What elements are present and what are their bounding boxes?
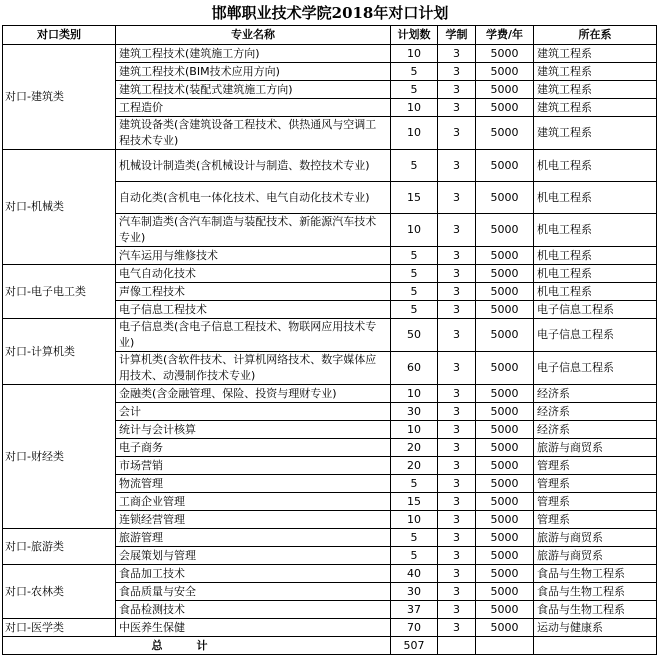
fee-cell: 5000	[476, 385, 534, 403]
plan-cell: 20	[391, 457, 438, 475]
fee-cell: 5000	[476, 457, 534, 475]
fee-cell: 5000	[476, 283, 534, 301]
dept-cell: 机电工程系	[534, 283, 657, 301]
document-title: 邯郸职业技术学院2018年对口计划	[211, 4, 449, 22]
plan-cell: 5	[391, 81, 438, 99]
fee-cell: 5000	[476, 439, 534, 457]
header-category: 对口类别	[3, 26, 116, 45]
dept-cell: 机电工程系	[534, 150, 657, 182]
years-cell: 3	[438, 265, 476, 283]
table-row	[3, 265, 657, 283]
plan-cell: 15	[391, 493, 438, 511]
fee-cell: 5000	[476, 117, 534, 150]
dept-cell: 食品与生物工程系	[534, 583, 657, 601]
total-label: 总计	[3, 637, 391, 655]
fee-cell: 5000	[476, 182, 534, 214]
plan-cell: 70	[391, 619, 438, 637]
years-cell: 3	[438, 511, 476, 529]
years-cell: 3	[438, 283, 476, 301]
dept-cell: 旅游与商贸系	[534, 439, 657, 457]
plan-cell: 5	[391, 301, 438, 319]
fee-cell: 5000	[476, 265, 534, 283]
dept-cell: 电子信息工程系	[534, 352, 657, 385]
dept-cell: 机电工程系	[534, 265, 657, 283]
category-cell: 对口-电子电工类	[3, 265, 116, 319]
dept-cell: 建筑工程系	[534, 45, 657, 63]
table-row	[3, 385, 657, 403]
header-major: 专业名称	[116, 26, 391, 45]
fee-cell: 5000	[476, 63, 534, 81]
fee-cell: 5000	[476, 511, 534, 529]
plan-cell: 10	[391, 117, 438, 150]
fee-cell: 5000	[476, 529, 534, 547]
major-cell: 会展策划与管理	[116, 547, 391, 565]
plan-cell: 37	[391, 601, 438, 619]
fee-cell: 5000	[476, 81, 534, 99]
major-cell: 工商企业管理	[116, 493, 391, 511]
table-row	[3, 565, 657, 583]
major-cell: 建筑工程技术(建筑施工方向)	[116, 45, 391, 63]
total-value: 507	[391, 637, 438, 655]
category-cell: 对口-财经类	[3, 385, 116, 529]
dept-cell: 经济系	[534, 385, 657, 403]
plan-cell: 10	[391, 45, 438, 63]
dept-cell: 经济系	[534, 403, 657, 421]
total-empty-cell	[438, 637, 476, 655]
fee-cell: 5000	[476, 352, 534, 385]
dept-cell: 建筑工程系	[534, 99, 657, 117]
fee-cell: 5000	[476, 547, 534, 565]
dept-cell: 经济系	[534, 421, 657, 439]
dept-cell: 运动与健康系	[534, 619, 657, 637]
header-plan: 计划数	[391, 26, 438, 45]
years-cell: 3	[438, 301, 476, 319]
dept-cell: 建筑工程系	[534, 81, 657, 99]
years-cell: 3	[438, 117, 476, 150]
plan-cell: 10	[391, 385, 438, 403]
plan-cell: 5	[391, 547, 438, 565]
plan-cell: 10	[391, 511, 438, 529]
major-cell: 电气自动化技术	[116, 265, 391, 283]
major-cell: 建筑工程技术(BIM技术应用方向)	[116, 63, 391, 81]
major-cell: 电子信息类(含电子信息工程技术、物联网应用技术专业)	[116, 319, 391, 352]
table-row	[3, 619, 657, 637]
total-empty-cell	[534, 637, 657, 655]
years-cell: 3	[438, 475, 476, 493]
plan-cell: 5	[391, 63, 438, 81]
plan-cell: 5	[391, 247, 438, 265]
plan-cell: 60	[391, 352, 438, 385]
fee-cell: 5000	[476, 99, 534, 117]
table-row	[3, 150, 657, 182]
fee-cell: 5000	[476, 619, 534, 637]
dept-cell: 建筑工程系	[534, 63, 657, 81]
dept-cell: 管理系	[534, 457, 657, 475]
dept-cell: 机电工程系	[534, 247, 657, 265]
fee-cell: 5000	[476, 565, 534, 583]
years-cell: 3	[438, 385, 476, 403]
plan-cell: 5	[391, 265, 438, 283]
years-cell: 3	[438, 439, 476, 457]
years-cell: 3	[438, 182, 476, 214]
dept-cell: 食品与生物工程系	[534, 601, 657, 619]
plan-cell: 5	[391, 529, 438, 547]
plan-cell: 20	[391, 439, 438, 457]
major-cell: 工程造价	[116, 99, 391, 117]
major-cell: 建筑设备类(含建筑设备工程技术、供热通风与空调工程技术专业)	[116, 117, 391, 150]
dept-cell: 管理系	[534, 511, 657, 529]
years-cell: 3	[438, 547, 476, 565]
dept-cell: 旅游与商贸系	[534, 547, 657, 565]
major-cell: 中医养生保健	[116, 619, 391, 637]
category-cell: 对口-机械类	[3, 150, 116, 265]
major-cell: 食品质量与安全	[116, 583, 391, 601]
fee-cell: 5000	[476, 319, 534, 352]
years-cell: 3	[438, 63, 476, 81]
dept-cell: 管理系	[534, 475, 657, 493]
plan-cell: 5	[391, 283, 438, 301]
category-cell: 对口-医学类	[3, 619, 116, 637]
years-cell: 3	[438, 150, 476, 182]
category-cell: 对口-建筑类	[3, 45, 116, 150]
plan-cell: 30	[391, 403, 438, 421]
years-cell: 3	[438, 493, 476, 511]
plan-cell: 15	[391, 182, 438, 214]
header-years: 学制	[438, 26, 476, 45]
years-cell: 3	[438, 403, 476, 421]
years-cell: 3	[438, 214, 476, 247]
years-cell: 3	[438, 565, 476, 583]
category-cell: 对口-旅游类	[3, 529, 116, 565]
years-cell: 3	[438, 45, 476, 63]
major-cell: 食品检测技术	[116, 601, 391, 619]
years-cell: 3	[438, 81, 476, 99]
table-row	[3, 319, 657, 352]
years-cell: 3	[438, 319, 476, 352]
major-cell: 金融类(含金融管理、保险、投资与理财专业)	[116, 385, 391, 403]
major-cell: 电子信息工程技术	[116, 301, 391, 319]
fee-cell: 5000	[476, 301, 534, 319]
years-cell: 3	[438, 352, 476, 385]
fee-cell: 5000	[476, 493, 534, 511]
plan-cell: 5	[391, 475, 438, 493]
dept-cell: 电子信息工程系	[534, 319, 657, 352]
years-cell: 3	[438, 583, 476, 601]
table-body	[3, 45, 657, 637]
years-cell: 3	[438, 457, 476, 475]
fee-cell: 5000	[476, 214, 534, 247]
dept-cell: 食品与生物工程系	[534, 565, 657, 583]
major-cell: 统计与会计核算	[116, 421, 391, 439]
plan-cell: 40	[391, 565, 438, 583]
major-cell: 机械设计制造类(含机械设计与制造、数控技术专业)	[116, 150, 391, 182]
fee-cell: 5000	[476, 247, 534, 265]
header-fee: 学费/年	[476, 26, 534, 45]
years-cell: 3	[438, 99, 476, 117]
major-cell: 连锁经营管理	[116, 511, 391, 529]
years-cell: 3	[438, 247, 476, 265]
major-cell: 物流管理	[116, 475, 391, 493]
fee-cell: 5000	[476, 421, 534, 439]
major-cell: 旅游管理	[116, 529, 391, 547]
total-row	[3, 637, 657, 655]
dept-cell: 建筑工程系	[534, 117, 657, 150]
plan-cell: 30	[391, 583, 438, 601]
years-cell: 3	[438, 529, 476, 547]
fee-cell: 5000	[476, 475, 534, 493]
plan-cell: 10	[391, 214, 438, 247]
major-cell: 汽车运用与维修技术	[116, 247, 391, 265]
years-cell: 3	[438, 601, 476, 619]
dept-cell: 机电工程系	[534, 214, 657, 247]
major-cell: 会计	[116, 403, 391, 421]
total-empty-cell	[476, 637, 534, 655]
major-cell: 自动化类(含机电一体化技术、电气自动化技术专业)	[116, 182, 391, 214]
fee-cell: 5000	[476, 403, 534, 421]
plan-cell: 50	[391, 319, 438, 352]
plan-cell: 10	[391, 99, 438, 117]
dept-cell: 机电工程系	[534, 182, 657, 214]
dept-cell: 旅游与商贸系	[534, 529, 657, 547]
table-row	[3, 529, 657, 547]
major-cell: 建筑工程技术(装配式建筑施工方向)	[116, 81, 391, 99]
major-cell: 声像工程技术	[116, 283, 391, 301]
enrollment-plan-table	[2, 25, 657, 655]
dept-cell: 管理系	[534, 493, 657, 511]
fee-cell: 5000	[476, 150, 534, 182]
major-cell: 市场营销	[116, 457, 391, 475]
plan-cell: 10	[391, 421, 438, 439]
header-dept: 所在系	[534, 26, 657, 45]
major-cell: 计算机类(含软件技术、计算机网络技术、数字媒体应用技术、动漫制作技术专业)	[116, 352, 391, 385]
major-cell: 食品加工技术	[116, 565, 391, 583]
fee-cell: 5000	[476, 583, 534, 601]
fee-cell: 5000	[476, 45, 534, 63]
category-cell: 对口-计算机类	[3, 319, 116, 385]
plan-cell: 5	[391, 150, 438, 182]
category-cell: 对口-农林类	[3, 565, 116, 619]
fee-cell: 5000	[476, 601, 534, 619]
major-cell: 汽车制造类(含汽车制造与装配技术、新能源汽车技术专业)	[116, 214, 391, 247]
major-cell: 电子商务	[116, 439, 391, 457]
years-cell: 3	[438, 619, 476, 637]
header-row	[3, 26, 657, 45]
dept-cell: 电子信息工程系	[534, 301, 657, 319]
table-row	[3, 45, 657, 63]
years-cell: 3	[438, 421, 476, 439]
